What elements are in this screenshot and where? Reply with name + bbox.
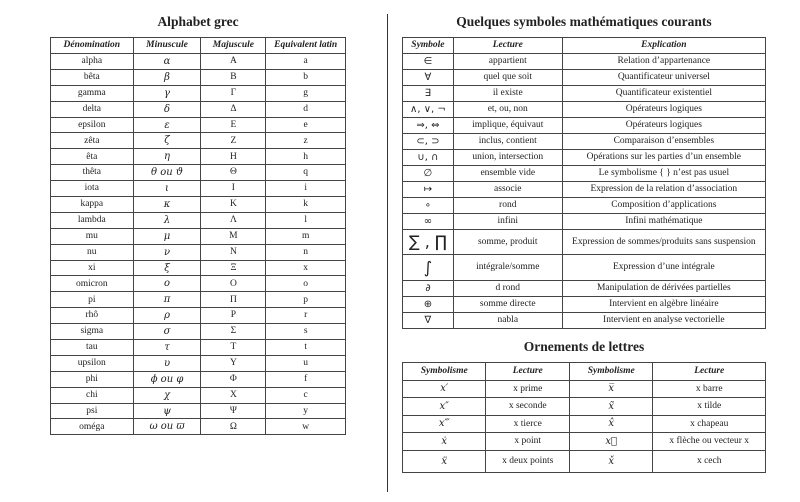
- column-header: Lecture: [453, 38, 562, 54]
- table-cell: Comparaison d’ensembles: [562, 134, 765, 150]
- table-cell: ⊂, ⊃: [403, 134, 454, 150]
- table-row: [403, 398, 766, 416]
- table-cell: a: [266, 54, 346, 70]
- table-cell: Intervient en algèbre linéaire: [562, 297, 765, 313]
- table-row: [403, 281, 766, 297]
- table-row: [51, 419, 346, 435]
- table-cell: ∧, ∨, ¬: [403, 102, 454, 118]
- table-cell: Composition d’applications: [562, 198, 765, 214]
- table-cell: η: [133, 149, 201, 165]
- table-row: [403, 182, 766, 198]
- math-symbols-table: [402, 37, 766, 329]
- table-row: [51, 197, 346, 213]
- table-cell: Θ: [201, 165, 266, 181]
- table-row: [51, 165, 346, 181]
- table-cell: T: [201, 340, 266, 356]
- table-cell: u: [266, 355, 346, 371]
- table-cell: x barre: [653, 380, 766, 398]
- table-cell: ψ: [133, 403, 201, 419]
- table-cell: implique, équivaut: [453, 118, 562, 134]
- table-cell: E: [201, 117, 266, 133]
- table-cell: thêta: [51, 165, 134, 181]
- table-cell: epsilon: [51, 117, 134, 133]
- table-cell: β: [133, 69, 201, 85]
- table-row: [51, 117, 346, 133]
- table-cell: I: [201, 181, 266, 197]
- table-cell: x flèche ou vecteur x: [653, 433, 766, 451]
- column-divider: [387, 14, 388, 492]
- table-row: [403, 433, 766, 451]
- table-cell: intégrale/somme: [453, 255, 562, 281]
- table-row: [403, 166, 766, 182]
- table-cell: x point: [486, 433, 569, 451]
- table-row: [403, 297, 766, 313]
- table-cell: A: [201, 54, 266, 70]
- table-cell: ∀: [403, 70, 454, 86]
- table-cell: π: [133, 292, 201, 308]
- table-cell: ẋ: [403, 433, 486, 451]
- table-cell: ⊕: [403, 297, 454, 313]
- table-cell: Le symbolisme { } n’est pas usuel: [562, 166, 765, 182]
- table-cell: h: [266, 149, 346, 165]
- table-cell: Γ: [201, 85, 266, 101]
- column-header: Majuscule: [201, 38, 266, 54]
- table-cell: Π: [201, 292, 266, 308]
- table-cell: Expression d’une intégrale: [562, 255, 765, 281]
- table-cell: union, intersection: [453, 150, 562, 166]
- table-cell: r: [266, 308, 346, 324]
- table-cell: Quantificateur existentiel: [562, 86, 765, 102]
- column-header: Symbole: [403, 38, 454, 54]
- table-cell: p: [266, 292, 346, 308]
- table-cell: x‴: [403, 415, 486, 433]
- table-row: [403, 70, 766, 86]
- table-cell: xi: [51, 260, 134, 276]
- table-cell: inclus, contient: [453, 134, 562, 150]
- table-cell: M: [201, 228, 266, 244]
- table-cell: x̃: [569, 398, 652, 416]
- table-cell: K: [201, 197, 266, 213]
- table-cell: Ξ: [201, 260, 266, 276]
- table-cell: c: [266, 387, 346, 403]
- table-cell: ↦: [403, 182, 454, 198]
- table-cell: chi: [51, 387, 134, 403]
- table-row: [51, 292, 346, 308]
- table-cell: ⇒, ⇔: [403, 118, 454, 134]
- table-cell: Quantificateur universel: [562, 70, 765, 86]
- table-cell: Relation d’appartenance: [562, 54, 765, 70]
- table-cell: x″: [403, 398, 486, 416]
- table-cell: ẍ: [403, 450, 486, 472]
- table-cell: Z: [201, 133, 266, 149]
- table-cell: et, ou, non: [453, 102, 562, 118]
- table-cell: k: [266, 197, 346, 213]
- table-cell: ω ou ϖ: [133, 419, 201, 435]
- table-cell: P: [201, 308, 266, 324]
- table-row: [51, 101, 346, 117]
- table-cell: ∅: [403, 166, 454, 182]
- table-cell: ϕ ou φ: [133, 371, 201, 387]
- table-cell: gamma: [51, 85, 134, 101]
- table-cell: y: [266, 403, 346, 419]
- table-cell: ξ: [133, 260, 201, 276]
- table-cell: Λ: [201, 212, 266, 228]
- table-cell: X: [201, 387, 266, 403]
- table-cell: x chapeau: [653, 415, 766, 433]
- table-row: [403, 230, 766, 255]
- table-row: [403, 102, 766, 118]
- table-row: [51, 212, 346, 228]
- table-cell: H: [201, 149, 266, 165]
- table-cell: x̅: [569, 380, 652, 398]
- table-cell: Υ: [201, 355, 266, 371]
- table-cell: υ: [133, 355, 201, 371]
- table-cell: Infini mathématique: [562, 214, 765, 230]
- table-cell: tau: [51, 340, 134, 356]
- table-row: [403, 380, 766, 398]
- table-row: [403, 198, 766, 214]
- table-row: [403, 54, 766, 70]
- table-cell: x̌: [569, 450, 652, 472]
- math-header-row: [403, 38, 766, 54]
- table-cell: ζ: [133, 133, 201, 149]
- table-cell: ensemble vide: [453, 166, 562, 182]
- table-cell: il existe: [453, 86, 562, 102]
- table-cell: f: [266, 371, 346, 387]
- table-cell: x prime: [486, 380, 569, 398]
- table-row: [403, 118, 766, 134]
- table-row: [403, 450, 766, 472]
- table-cell: nabla: [453, 313, 562, 329]
- table-cell: x seconde: [486, 398, 569, 416]
- table-cell: oméga: [51, 419, 134, 435]
- table-row: [51, 69, 346, 85]
- table-cell: z: [266, 133, 346, 149]
- table-cell: Manipulation de dérivées partielles: [562, 281, 765, 297]
- table-row: [403, 86, 766, 102]
- table-cell: iota: [51, 181, 134, 197]
- table-cell: rhô: [51, 308, 134, 324]
- column-header: Minuscule: [133, 38, 201, 54]
- table-cell: somme directe: [453, 297, 562, 313]
- table-cell: omicron: [51, 276, 134, 292]
- table-cell: appartient: [453, 54, 562, 70]
- table-row: [51, 228, 346, 244]
- table-row: [51, 244, 346, 260]
- table-cell: λ: [133, 212, 201, 228]
- table-row: [51, 181, 346, 197]
- table-cell: l: [266, 212, 346, 228]
- table-row: [51, 85, 346, 101]
- table-cell: t: [266, 340, 346, 356]
- column-header: Explication: [562, 38, 765, 54]
- column-header: Symbolisme: [403, 363, 486, 381]
- table-row: [403, 313, 766, 329]
- table-cell: êta: [51, 149, 134, 165]
- table-cell: γ: [133, 85, 201, 101]
- table-cell: zêta: [51, 133, 134, 149]
- table-cell: θ ou ϑ: [133, 165, 201, 181]
- table-cell: ι: [133, 181, 201, 197]
- table-cell: Ω: [201, 419, 266, 435]
- table-row: [51, 324, 346, 340]
- table-cell: ∇: [403, 313, 454, 329]
- table-row: [51, 371, 346, 387]
- table-cell: o: [266, 276, 346, 292]
- column-header: Lecture: [486, 363, 569, 381]
- table-cell: psi: [51, 403, 134, 419]
- table-cell: μ: [133, 228, 201, 244]
- table-cell: quel que soit: [453, 70, 562, 86]
- table-cell: delta: [51, 101, 134, 117]
- column-header: Dénomination: [51, 38, 134, 54]
- table-cell: rond: [453, 198, 562, 214]
- table-cell: x cech: [653, 450, 766, 472]
- table-row: [403, 255, 766, 281]
- table-cell: x: [266, 260, 346, 276]
- table-cell: x tierce: [486, 415, 569, 433]
- table-cell: e: [266, 117, 346, 133]
- table-row: [51, 403, 346, 419]
- table-cell: Opérateurs logiques: [562, 118, 765, 134]
- table-cell: ο: [133, 276, 201, 292]
- column-header: Symbolisme: [569, 363, 652, 381]
- table-row: [51, 340, 346, 356]
- table-cell: Opérateurs logiques: [562, 102, 765, 118]
- table-cell: ρ: [133, 308, 201, 324]
- ornaments-header-row: [403, 363, 766, 381]
- table-cell: pi: [51, 292, 134, 308]
- table-cell: ∃: [403, 86, 454, 102]
- table-cell: sigma: [51, 324, 134, 340]
- ornaments-title: Ornements de lettres: [523, 339, 645, 354]
- table-cell: ∘: [403, 198, 454, 214]
- table-cell: b: [266, 69, 346, 85]
- table-cell: x deux points: [486, 450, 569, 472]
- table-cell: N: [201, 244, 266, 260]
- table-cell: Opérations sur les parties d’un ensemble: [562, 150, 765, 166]
- table-row: [403, 134, 766, 150]
- table-cell: ∫: [403, 255, 454, 281]
- table-cell: Φ: [201, 371, 266, 387]
- table-row: [51, 276, 346, 292]
- table-cell: Expression de sommes/produits sans suspension: [562, 230, 765, 255]
- table-cell: bêta: [51, 69, 134, 85]
- column-header: Equivalent latin: [266, 38, 346, 54]
- table-row: [51, 355, 346, 371]
- table-cell: q: [266, 165, 346, 181]
- table-cell: ∑ , ∏: [403, 230, 454, 255]
- table-row: [51, 133, 346, 149]
- table-cell: Expression de la relation d’association: [562, 182, 765, 198]
- table-cell: d rond: [453, 281, 562, 297]
- table-cell: infini: [453, 214, 562, 230]
- table-cell: somme, produit: [453, 230, 562, 255]
- table-cell: B: [201, 69, 266, 85]
- greek-alphabet-title: Alphabet grec: [157, 14, 239, 29]
- table-row: [403, 150, 766, 166]
- table-cell: i: [266, 181, 346, 197]
- table-cell: ∪, ∩: [403, 150, 454, 166]
- table-cell: O: [201, 276, 266, 292]
- table-row: [403, 214, 766, 230]
- table-cell: α: [133, 54, 201, 70]
- table-cell: lambda: [51, 212, 134, 228]
- table-cell: ∂: [403, 281, 454, 297]
- table-cell: x′: [403, 380, 486, 398]
- table-cell: n: [266, 244, 346, 260]
- math-symbols-section: [402, 8, 766, 473]
- table-row: [51, 149, 346, 165]
- table-cell: g: [266, 85, 346, 101]
- table-cell: alpha: [51, 54, 134, 70]
- table-cell: Ψ: [201, 403, 266, 419]
- table-cell: δ: [133, 101, 201, 117]
- table-cell: ∞: [403, 214, 454, 230]
- table-row: [51, 387, 346, 403]
- table-cell: d: [266, 101, 346, 117]
- table-cell: s: [266, 324, 346, 340]
- table-cell: Δ: [201, 101, 266, 117]
- table-cell: ε: [133, 117, 201, 133]
- table-cell: m: [266, 228, 346, 244]
- table-cell: τ: [133, 340, 201, 356]
- table-cell: w: [266, 419, 346, 435]
- table-cell: Σ: [201, 324, 266, 340]
- table-row: [51, 260, 346, 276]
- table-row: [51, 308, 346, 324]
- table-cell: χ: [133, 387, 201, 403]
- math-symbols-title: Quelques symboles mathématiques courants: [456, 14, 712, 29]
- table-row: [403, 415, 766, 433]
- greek-header-row: [51, 38, 346, 54]
- table-cell: σ: [133, 324, 201, 340]
- column-header: Lecture: [653, 363, 766, 381]
- table-row: [51, 54, 346, 70]
- table-cell: x⃗: [569, 433, 652, 451]
- table-cell: mu: [51, 228, 134, 244]
- table-cell: nu: [51, 244, 134, 260]
- table-cell: κ: [133, 197, 201, 213]
- table-cell: phi: [51, 371, 134, 387]
- table-cell: ∈: [403, 54, 454, 70]
- table-cell: kappa: [51, 197, 134, 213]
- greek-alphabet-section: [50, 8, 346, 435]
- table-cell: associe: [453, 182, 562, 198]
- table-cell: ν: [133, 244, 201, 260]
- table-cell: x̂: [569, 415, 652, 433]
- greek-alphabet-table: [50, 37, 346, 435]
- table-cell: upsilon: [51, 355, 134, 371]
- table-cell: Intervient en analyse vectorielle: [562, 313, 765, 329]
- ornaments-table: [402, 362, 766, 473]
- table-cell: x tilde: [653, 398, 766, 416]
